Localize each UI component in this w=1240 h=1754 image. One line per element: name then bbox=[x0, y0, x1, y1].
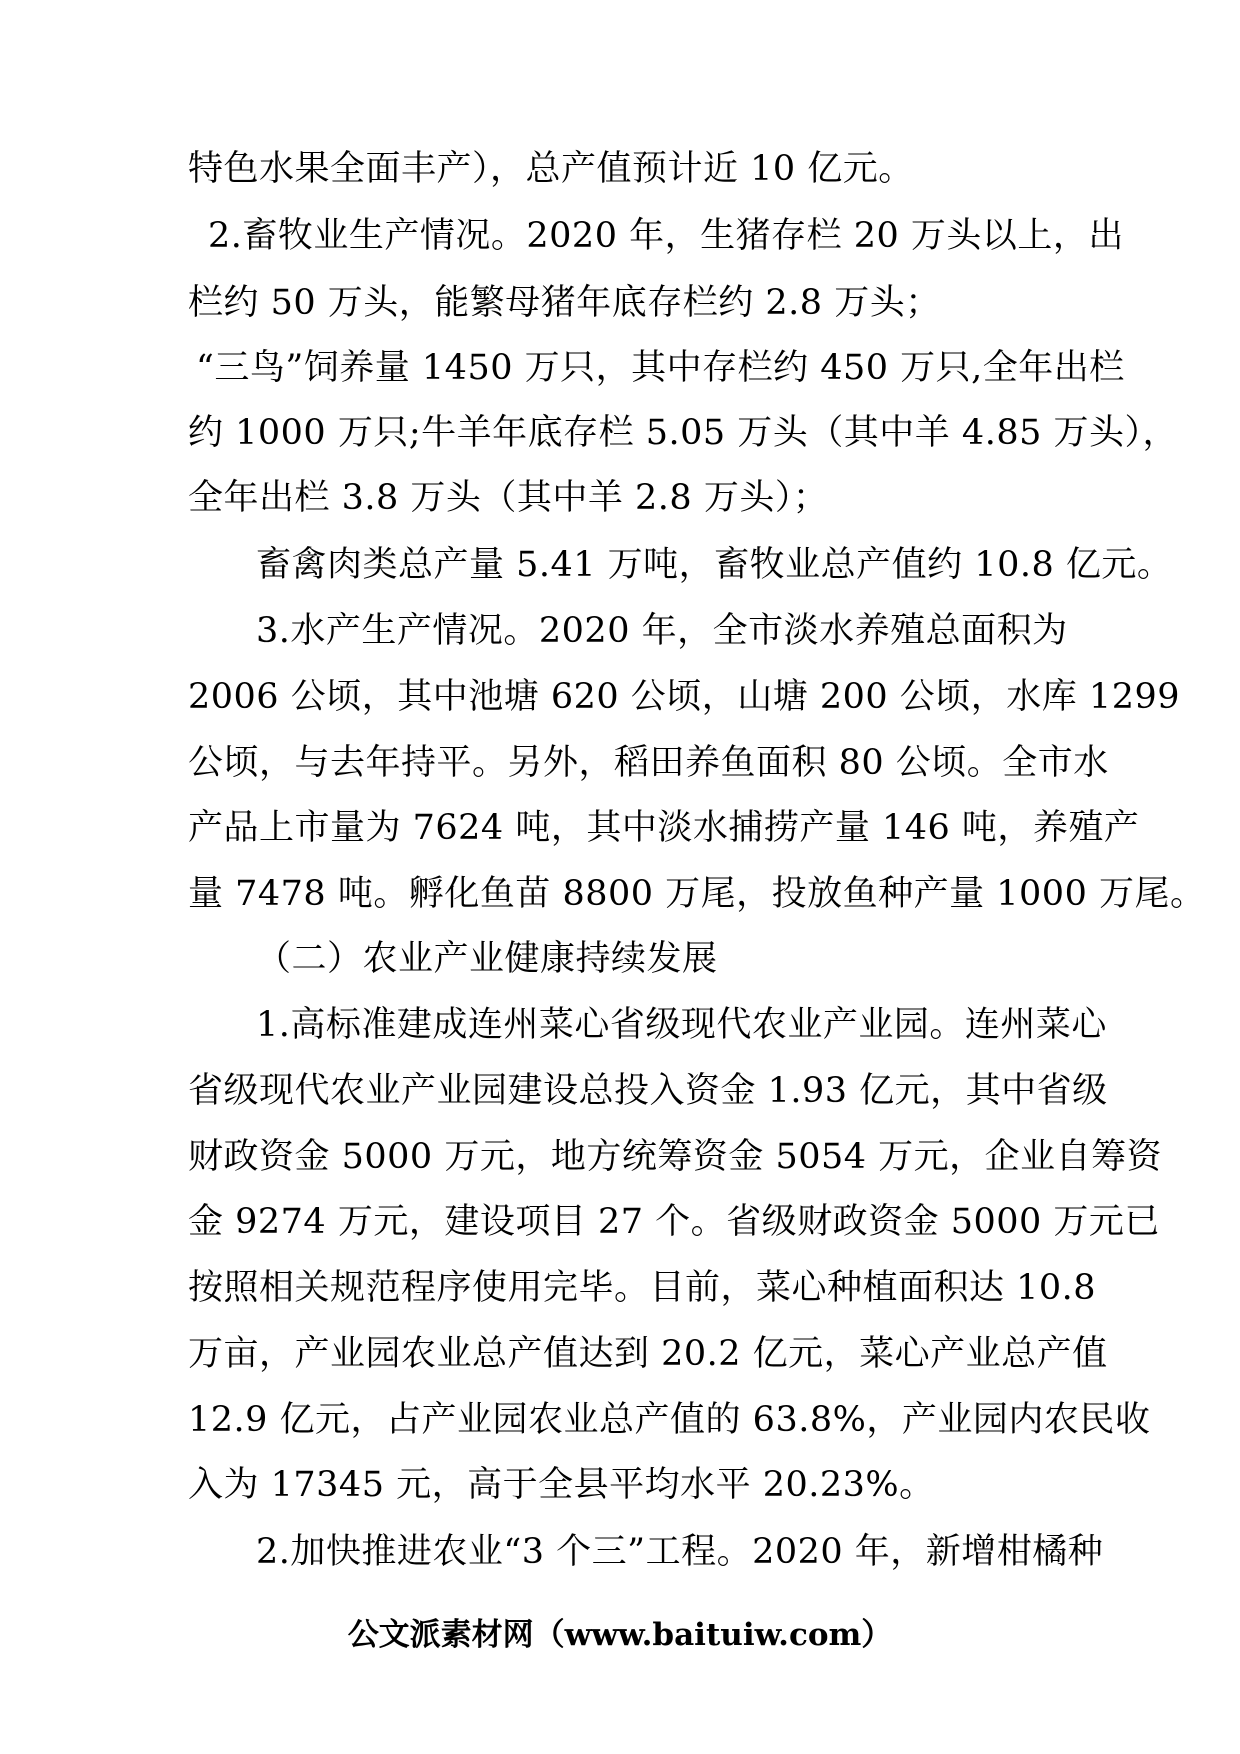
text-line-1: 特色水果全面丰产），总产值预计近 10 亿元。 bbox=[188, 149, 914, 189]
text-line-6: 全年出栏 3.8 万头（其中羊 2.8 万头）； bbox=[188, 478, 829, 518]
section-heading: （二）农业产业健康持续发展 bbox=[256, 939, 718, 979]
text-line-19: 万亩，产业园农业总产值达到 20.2 亿元，菜心产业总产值 bbox=[188, 1334, 1108, 1374]
text-line-11: 产品上市量为 7624 吨，其中淡水捕捞产量 146 吨，养殖产 bbox=[188, 808, 1140, 848]
text-line-15: 省级现代农业产业园建设总投入资金 1.93 亿元，其中省级 bbox=[188, 1071, 1108, 1111]
text-line-2: 2.畜牧业生产情况。2020 年，生猪存栏 20 万头以上，出 bbox=[208, 216, 1124, 256]
text-line-12: 量 7478 吨。孵化鱼苗 8800 万尾，投放鱼种产量 1000 万尾。 bbox=[188, 874, 1206, 914]
text-line-16: 财政资金 5000 万元，地方统筹资金 5054 万元，企业自筹资 bbox=[188, 1137, 1163, 1177]
text-line-18: 按照相关规范程序使用完毕。目前，菜心种植面积达 10.8 bbox=[188, 1268, 1097, 1308]
text-line-8: 3.水产生产情况。2020 年，全市淡水养殖总面积为 bbox=[256, 611, 1068, 651]
text-line-14: 1.高标准建成连州菜心省级现代农业产业园。连州菜心 bbox=[256, 1005, 1107, 1045]
text-line-9: 2006 公顷，其中池塘 620 公顷，山塘 200 公顷，水库 1299 bbox=[188, 677, 1181, 717]
text-line-10: 公顷，与去年持平。另外，稻田养鱼面积 80 公顷。全市水 bbox=[188, 743, 1109, 783]
text-line-4: “三鸟”饲养量 1450 万只，其中存栏约 450 万只,全年出栏 bbox=[196, 348, 1125, 388]
text-line-22: 2.加快推进农业“3 个三”工程。2020 年，新增柑橘种 bbox=[256, 1532, 1104, 1572]
text-line-20: 12.9 亿元，占产业园农业总产值的 63.8%，产业园内农民收 bbox=[188, 1400, 1151, 1440]
text-line-17: 金 9274 万元，建设项目 27 个。省级财政资金 5000 万元已 bbox=[188, 1202, 1160, 1242]
text-line-21: 入为 17345 元，高于全县平均水平 20.23%。 bbox=[188, 1465, 935, 1505]
text-line-7: 畜禽肉类总产量 5.41 万吨，畜牧业总产值约 10.8 亿元。 bbox=[256, 545, 1173, 585]
text-line-5: 约 1000 万只;牛羊年底存栏 5.05 万头（其中羊 4.85 万头）， bbox=[188, 413, 1178, 453]
text-line-3: 栏约 50 万头，能繁母猪年底存栏约 2.8 万头； bbox=[188, 283, 941, 323]
footer-watermark: 公文派素材网（www.baituiw.com） bbox=[347, 1617, 893, 1653]
